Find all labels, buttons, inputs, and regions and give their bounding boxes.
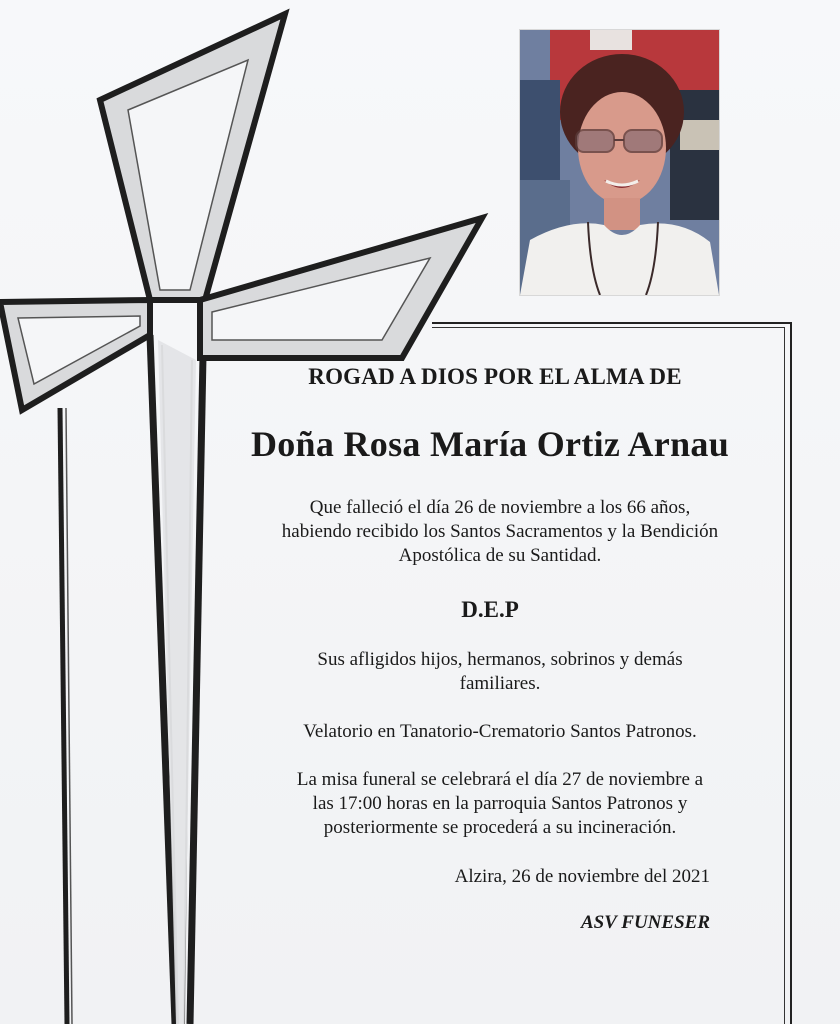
death-line: habiendo recibido los Santos Sacramentos y la Bendición bbox=[281, 521, 719, 542]
funeral-line: las 17:00 horas en la parroquia Santos Patronos y bbox=[312, 793, 688, 814]
family-line: Sus afligidos hijos, hermanos, sobrinos y demás bbox=[317, 649, 683, 670]
deceased-name: Doña Rosa María Ortiz Arnau bbox=[250, 424, 730, 464]
frame-right-inner-line bbox=[784, 327, 785, 1024]
place-date: Alzira, 26 de noviembre del 2021 bbox=[454, 866, 710, 887]
funeral-line: posteriormente se procederá a su incineración. bbox=[323, 817, 677, 838]
frame-right-line bbox=[790, 322, 792, 1024]
notice-heading: ROGAD A DIOS POR EL ALMA DE bbox=[308, 364, 682, 389]
wake-paragraph: Velatorio en Tanatorio-Crematorio Santos Patronos. bbox=[303, 721, 697, 742]
funeral-paragraph bbox=[230, 768, 770, 840]
dep-mark: D.E.P bbox=[461, 597, 519, 622]
portrait-photo bbox=[520, 30, 719, 295]
death-paragraph bbox=[230, 496, 770, 568]
family-line: familiares. bbox=[459, 673, 541, 694]
frame-top-inner-line bbox=[432, 327, 784, 328]
funeral-home-signature: ASV FUNESER bbox=[580, 912, 710, 933]
death-line: Apostólica de su Santidad. bbox=[398, 545, 602, 566]
frame-top-line bbox=[432, 322, 792, 324]
family-paragraph bbox=[230, 648, 770, 696]
death-line: Que falleció el día 26 de noviembre a los 66 años, bbox=[309, 497, 691, 518]
funeral-line: La misa funeral se celebrará el día 27 de noviembre a bbox=[296, 769, 704, 790]
